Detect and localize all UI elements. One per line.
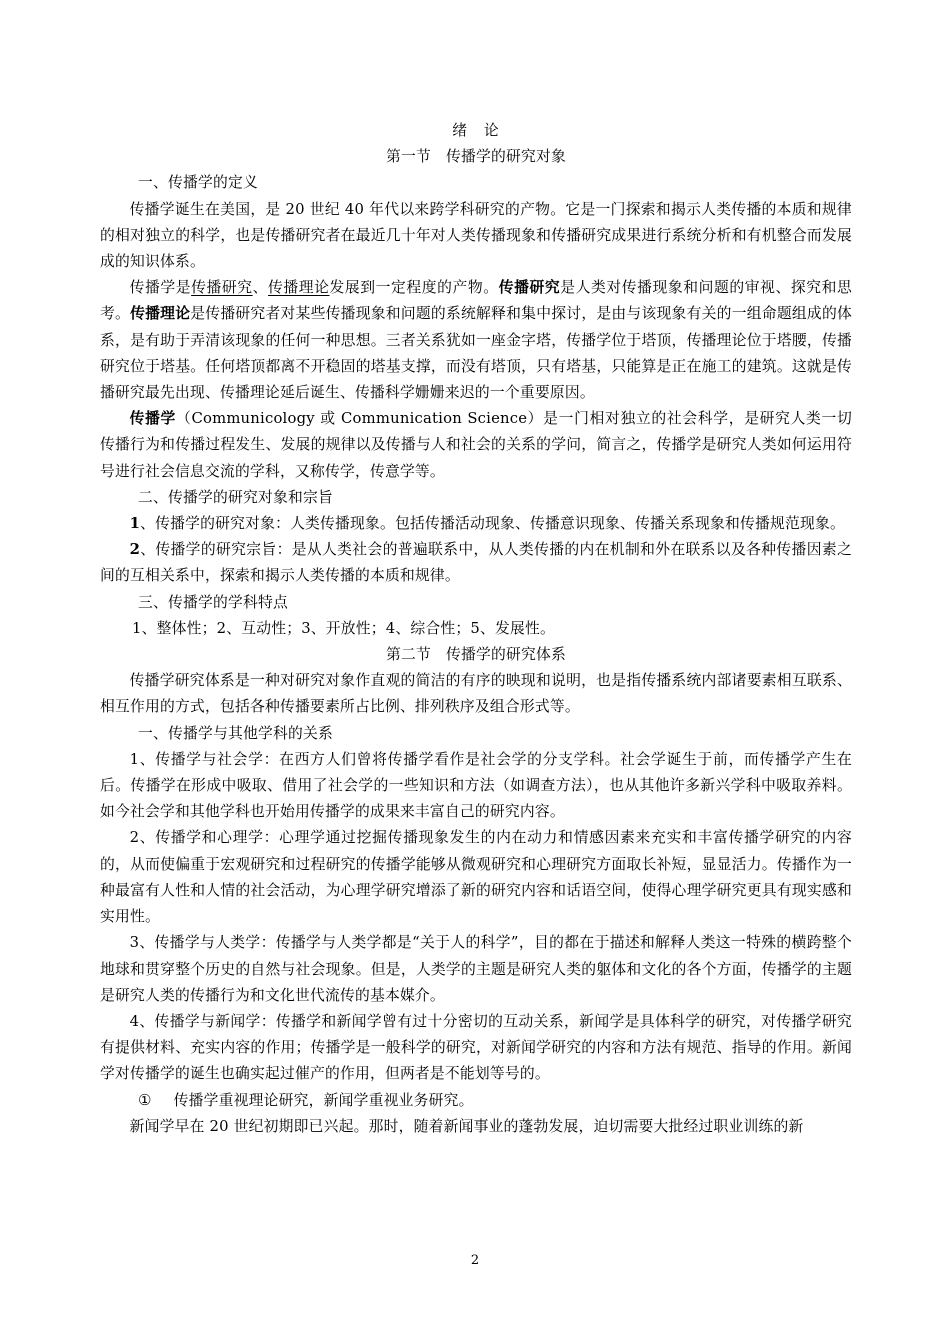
section-1-paragraph-3 — [100, 406, 852, 485]
term-communication-research: 传播研究 — [498, 279, 561, 297]
p2-separator: 、 — [252, 279, 269, 297]
p2-text-c: 是人类对传播现象和问题的审视、探究和思考。 — [100, 279, 852, 323]
section-2-paragraph-2: 1、传播学与社会学：在西方人们曾将传播学看作是社会学的分支学科。社会学诞生于前，而传播学产生在后。传播学在形成中吸取、借用了社会学的一些知识和方法（如调查方法），也从其他许多新兴学科中吸取养料。如今社会学和其他学科也开始用传播学的成果来丰富自己的研究内容。 — [100, 750, 852, 821]
section-2-paragraph-4: 3、传播学与人类学：传播学与人类学都是“关于人的科学”，目的都在于描述和解释人类这一特殊的横跨整个地球和贯穿整个历史的自然与社会现象。但是，人类学的主题是研究人类的躯体和文化的各个方面，传播学的主题是研究人类的传播行为和文化世代流传的基本媒介。 — [100, 934, 852, 1004]
page-number: 2 — [470, 1253, 480, 1268]
chapter-title: 绪 论 — [452, 122, 500, 139]
section-2-paragraph-7: 新闻学早在 20 世纪初期即已兴起。那时，随着新闻事业的蓬勃发展，迫切需要大批经过职业训练的新 — [129, 1117, 804, 1135]
p3-text: （Communicology 或 Communication Science）是一门相对独立的社会科学，是研究人类一切传播行为和传播过程发生、发展的规律以及传播与人和社会的关系的学问，简言之，传播学是研究人类如何运用符号进行社会信息交流的学科，又称传学，传意学等。 — [100, 410, 852, 480]
term-link-communication-research: 传播研究 — [191, 279, 253, 297]
section-1-paragraph-6: 1、整体性；2、互动性；3、开放性；4、综合性；5、发展性。 — [132, 619, 555, 637]
section-1-paragraph-1: 传播学诞生在美国，是 20 世纪 40 年代以来跨学科研究的产物。它是一门探索和揭示人类传播的本质和规律的相对独立的科学，也是传播研究者在最近几十年对人类传播现象和传播研究成果进行系统分析和有机整合而发展成的知识体系。 — [100, 200, 852, 271]
section-2-paragraph-5: 4、传播学与新闻学：传播学和新闻学曾有过十分密切的互动关系，新闻学是具体科学的研究，对传播学研究有提供材料、充实内容的作用；传播学是一般科学的研究，对新闻学研究的内容和方法有规范、指导的作用。新闻学对传播学的诞生也确实起过催产的作用，但两者是不能划等号的。 — [100, 1012, 852, 1083]
section-1-title: 第一节 传播学的研究对象 — [386, 148, 566, 166]
p5-text: 、传播学的研究宗旨：是从人类社会的普遍联系中，从人类传播的内在机制和外在联系以及各种传播因素之间的互相关系中，探索和揭示人类传播的本质和规律。 — [100, 541, 852, 585]
section-1-paragraph-5 — [100, 537, 852, 589]
section-2-paragraph-1: 传播学研究体系是一种对研究对象作直观的简洁的有序的映现和说明，也是指传播系统内部诸要素相互联系、相互作用的方式，包括各种传播要素所占比例、排列秩序及组合形式等。 — [100, 672, 852, 716]
p2-text-d: 是传播研究者对某些传播现象和问题的系统解释和集中探讨，是由与该现象有关的一组命题组成的体系，是有助于弄清该现象的任何一种思想。三者关系犹如一座金字塔，传播学位于塔顶，传播理论位于塔腰，传播研究位于塔基。任何塔顶都离不开稳固的塔基支撑，而没有塔顶，只有塔基，只能算是正在施工的建筑。这就是传播研究最先出现、传播理论延后诞生、传播科学姗姗来迟的一个重要原因。 — [100, 305, 852, 402]
p4-number: 1 — [129, 515, 141, 533]
section-1-paragraph-2 — [100, 275, 852, 406]
p6-text: 传播学重视理论研究，新闻学重视业务研究。 — [173, 1091, 474, 1109]
section-1-heading-3: 三、传播学的学科特点 — [138, 593, 288, 611]
circled-one-marker: ① — [138, 1091, 152, 1109]
term-communicology: 传播学 — [129, 410, 176, 428]
p2-text-b: 发展到一定程度的产物。 — [329, 279, 499, 297]
page-body — [100, 118, 852, 1140]
section-1-paragraph-4 — [100, 511, 852, 537]
p4-text: 、传播学的研究对象：人类传播现象。包括传播活动现象、传播意识现象、传播关系现象和传播规范现象。 — [140, 515, 845, 533]
section-2-paragraph-3: 2、传播学和心理学：心理学通过挖掘传播现象发生的内在动力和情感因素来充实和丰富传播学研究的内容的，从而使偏重于宏观研究和过程研究的传播学能够从微观研究和心理研究方面取长补短，显显活力。传播作为一种最富有人性和人情的社会活动，为心理学研究增添了新的研究内容和话语空间，使得心理学研究更具有现实感和实用性。 — [100, 829, 852, 926]
p5-number: 2 — [129, 541, 141, 559]
section-1-heading-2: 二、传播学的研究对象和宗旨 — [138, 488, 333, 506]
term-communication-theory: 传播理论 — [130, 305, 191, 323]
section-2-heading-1: 一、传播学与其他学科的关系 — [138, 724, 333, 742]
term-link-communication-theory: 传播理论 — [268, 279, 330, 297]
section-1-heading-1: 一、传播学的定义 — [138, 174, 258, 192]
section-2-paragraph-6 — [100, 1088, 852, 1114]
section-2-title: 第二节 传播学的研究体系 — [386, 646, 566, 664]
p2-text-a: 传播学是 — [129, 279, 192, 297]
